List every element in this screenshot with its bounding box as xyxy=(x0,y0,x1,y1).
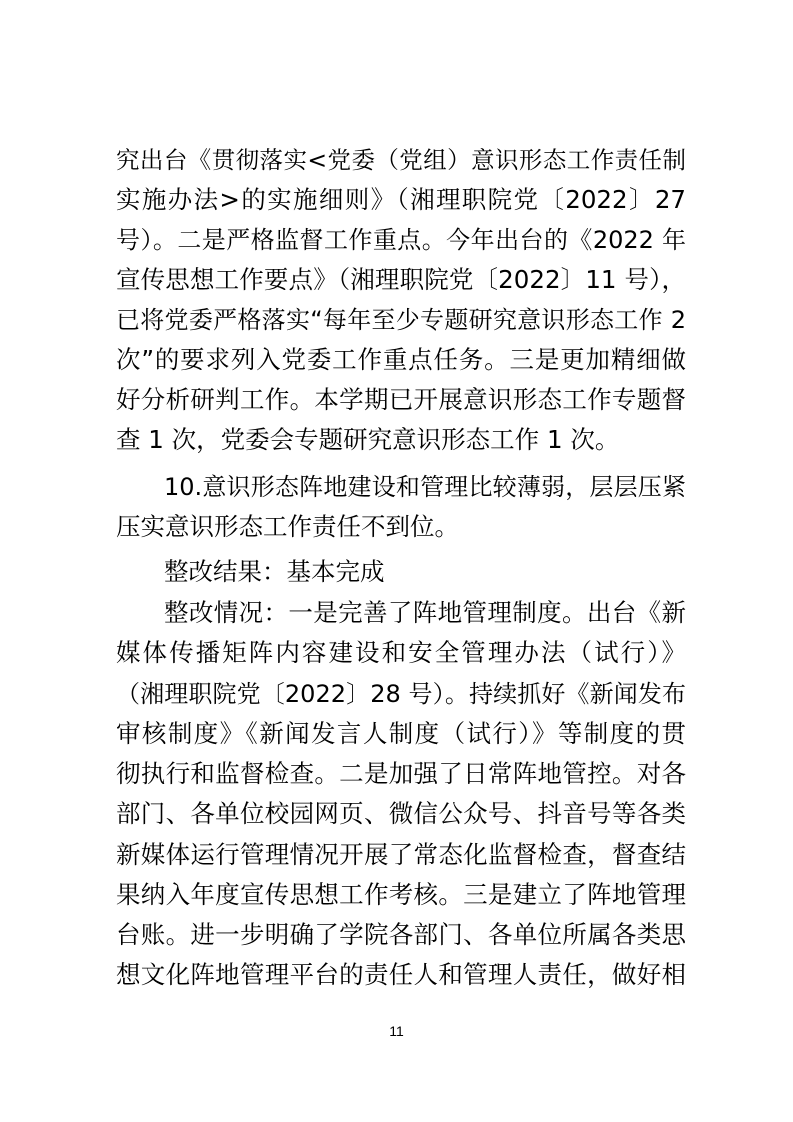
body-line: 彻执行和监督检查。二是加强了日常阵地管控。对各 xyxy=(116,759,686,788)
body-line: 果纳入年度宣传思想工作考核。三是建立了阵地管理 xyxy=(116,880,686,909)
body-line: 查 1 次，党委会专题研究意识形态工作 1 次。 xyxy=(116,425,620,454)
section-heading-line: 10.意识形态阵地建设和管理比较薄弱，层层压紧 xyxy=(164,473,686,501)
body-line: 想文化阵地管理平台的责任人和管理人责任，做好相 xyxy=(116,960,686,989)
body-line: 整改情况：一是完善了阵地管理制度。出台《新 xyxy=(164,598,686,627)
page-number: 11 xyxy=(389,1023,404,1039)
body-line: 好分析研判工作。本学期已开展意识形态工作专题督 xyxy=(116,385,686,414)
body-line: （湘理职院党〔2022〕28 号）。持续抓好《新闻发布 xyxy=(116,680,686,708)
result-line: 整改结果：基本完成 xyxy=(164,557,385,586)
body-line: 台账。进一步明确了学院各部门、各单位所属各类思 xyxy=(116,920,686,949)
body-line: 部门、各单位校园网页、微信公众号、抖音号等各类 xyxy=(116,799,686,828)
body-line: 究出台《贯彻落实<党委（党组）意识形态工作责任制 xyxy=(116,146,686,174)
body-line: 实施办法>的实施细则》（湘理职院党〔2022〕27 xyxy=(116,185,686,214)
body-line: 号）。二是严格监督工作重点。今年出台的《2022 年 xyxy=(116,226,686,254)
body-line: 宣传思想工作要点》（湘理职院党〔2022〕11 号）， xyxy=(116,265,686,294)
body-line: 审核制度》《新闻发言人制度（试行）》等制度的贯 xyxy=(116,719,686,748)
body-line: 次”的要求列入党委工作重点任务。三是更加精细做 xyxy=(116,345,686,374)
body-line: 已将党委严格落实“每年至少专题研究意识形态工作 2 xyxy=(116,306,686,334)
section-heading-line: 压实意识形态工作责任不到位。 xyxy=(116,512,459,541)
body-line: 新媒体运行管理情况开展了常态化监督检查，督查结 xyxy=(116,840,686,869)
body-line: 媒体传播矩阵内容建设和安全管理办法（试行）》 xyxy=(116,638,686,667)
